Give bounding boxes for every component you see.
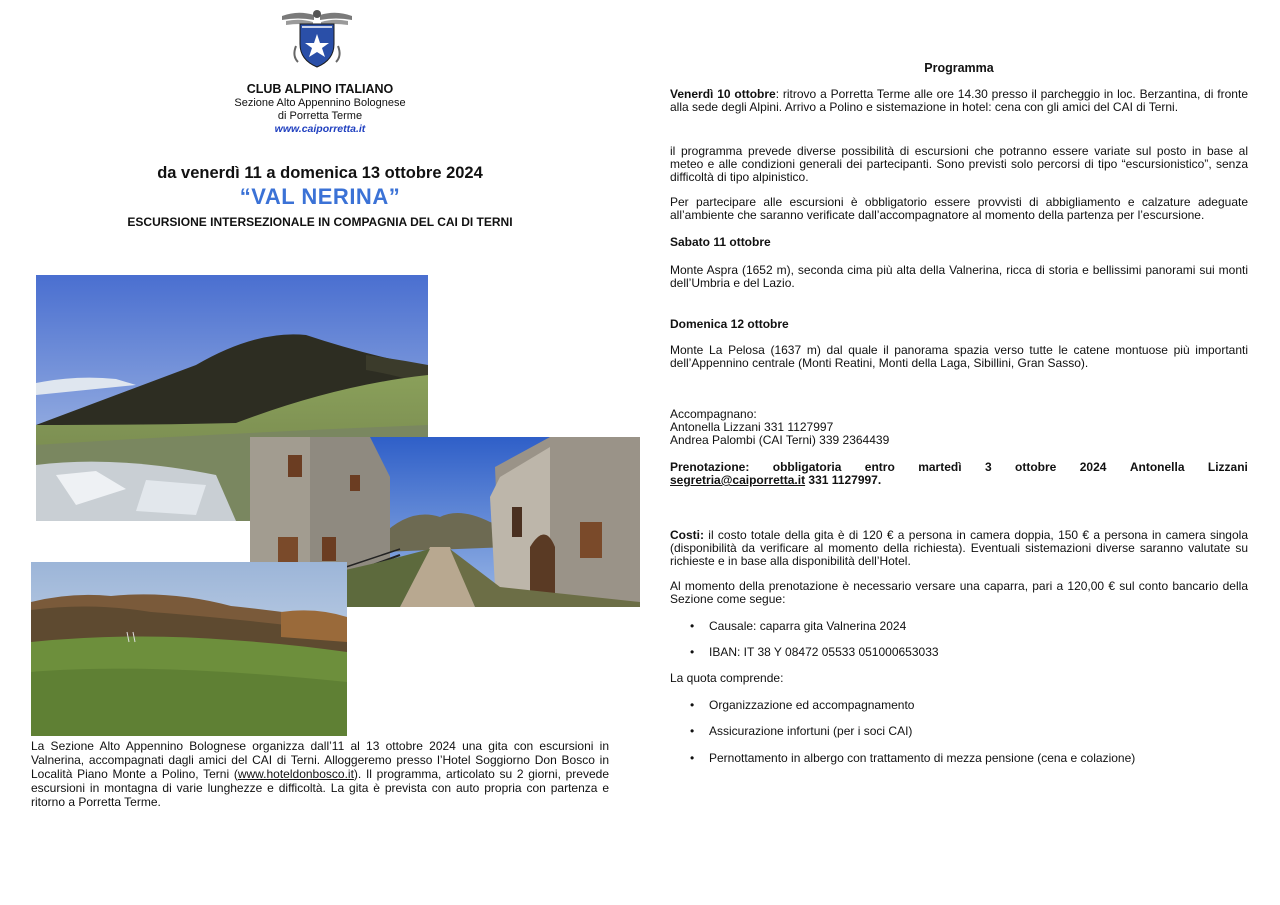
section-name: Sezione Alto Appennino Bolognese [234, 97, 406, 109]
booking-word: Lizzani [1207, 460, 1248, 474]
booking-email-link[interactable]: segretria@caiporretta.it [670, 473, 806, 487]
friday-text: : ritrovo a Porretta Terme alle ore 14.30 presso il parcheggio in loc. Berzantina, di fronte alla sede degli Alpini. Arrivo a Polino e sistemazione in hotel: cena con gli amici del CAI di Terni. [670, 87, 1248, 114]
list-item [690, 619, 906, 633]
variations-paragraph: il programma prevede diverse possibilità di escursioni che potranno essere variate sul posto in base al meteo e alle condizioni generali dei partecipanti. Sono previsti solo percorsi di tipo “escursionistico”, senza difficoltà di tipo alpinistico. [670, 144, 1248, 184]
booking-word: Antonella [1129, 460, 1185, 474]
booking-contact [670, 474, 1248, 487]
list-item [690, 724, 912, 738]
event-dates: da venerdì 11 a domenica 13 ottobre 2024 [157, 164, 483, 182]
booking-word: 3 [984, 460, 992, 474]
event-title: “VAL NERINA” [239, 184, 401, 209]
booking-word: entro [864, 460, 895, 474]
friday-paragraph [670, 88, 1248, 114]
intro-text-start: La Sezione Alto Appennino Bolognese organizza dall’11 al 13 ottobre 2024 una gita con escursioni in Valnerina, accompagnati dagli amici del CAI di Terni. Alloggeremo presso l’Hotel Soggiorno Don Bosco in Località Piano Monte a Polino, Terni ( [31, 739, 609, 781]
booking-word: 2024 [1079, 460, 1107, 474]
sunday-heading: Domenica 12 ottobre [670, 317, 789, 331]
iban-text: IBAN: IT 38 Y 08472 05533 051000653033 [709, 645, 939, 659]
quota-label: La quota comprende: [670, 671, 784, 685]
guide-2: Andrea Palombi (CAI Terni) 339 2364439 [670, 433, 890, 447]
guide-1: Antonella Lizzani 331 1127997 [670, 420, 834, 434]
sunday-text: Monte La Pelosa (1637 m) dal quale il panorama spazia verso tutte le catene montuose più importanti dell’Appennino centrale (Monti Reatini, Monti della Laga, Sibillini, Gran Sasso). [670, 343, 1248, 370]
guides-block [670, 408, 1248, 447]
quota-item: Pernottamento in albergo con trattamento di mezza pensione (cena e colazione) [709, 751, 1136, 765]
booking-paragraph [670, 461, 1248, 487]
org-name: CLUB ALPINO ITALIANO [246, 82, 394, 96]
list-item [690, 751, 1135, 765]
costs-paragraph [670, 529, 1248, 568]
bullet-icon: • [690, 724, 695, 738]
equipment-paragraph: Per partecipare alle escursioni è obbligatorio essere provvisti di abbigliamento e calzature adeguate all’ambiente che saranno verificate dall’accompagnatore al momento della partenza per l’escursione. [670, 195, 1248, 222]
event-subtitle: ESCURSIONE INTERSEZIONALE IN COMPAGNIA DEL CAI DI TERNI [127, 215, 513, 229]
costs-text: il costo totale della gita è di 120 € a persona in camera doppia, 150 € a persona in camera singola (disponibilità da verificare al momento della richiesta). Eventuali sistemazioni diverse saranno valutate su richieste e in base alla disponibilità dell’Hotel. [670, 528, 1248, 568]
booking-word: obbligatoria [772, 460, 842, 474]
photo-meadow [31, 562, 347, 736]
bullet-icon: • [690, 751, 695, 765]
saturday-heading: Sabato 11 ottobre [670, 235, 771, 249]
bullet-icon: • [690, 698, 695, 712]
website-link[interactable]: www.caiporretta.it [274, 123, 366, 135]
quota-item: Assicurazione infortuni (per i soci CAI) [709, 724, 913, 738]
costs-label: Costi: [670, 528, 704, 542]
causale-text: Causale: caparra gita Valnerina 2024 [709, 619, 907, 633]
bullet-icon: • [690, 645, 695, 659]
hotel-website-link[interactable]: www.hoteldonbosco.it [237, 767, 354, 781]
list-item [690, 645, 939, 659]
cai-eagle-logo [278, 6, 356, 70]
friday-label: Venerdì 10 ottobre [670, 87, 776, 101]
programma-heading: Programma [924, 61, 994, 75]
list-item [690, 698, 914, 712]
saturday-text: Monte Aspra (1652 m), seconda cima più alta della Valnerina, ricca di storia e bellissimi panorami sui monti dell’Umbria e del Lazio. [670, 263, 1248, 290]
intro-text-end: ). Il programma, articolato su 2 giorni, prevede escursioni in montagna di varie lunghezze e difficoltà. La gita è prevista con auto propria con partenza e ritorno a Porretta Terme. [31, 767, 609, 809]
bullet-icon: • [690, 619, 695, 633]
booking-word: ottobre [1015, 460, 1057, 474]
intro-paragraph [31, 739, 609, 809]
booking-phone: 331 1127997. [805, 473, 882, 487]
guides-label: Accompagnano: [670, 407, 757, 421]
booking-word: martedì [918, 460, 962, 474]
booking-word: Prenotazione: [670, 460, 750, 474]
quota-item: Organizzazione ed accompagnamento [709, 698, 915, 712]
deposit-paragraph: Al momento della prenotazione è necessario versare una caparra, pari a 120,00 € sul conto bancario della Sezione come segue: [670, 579, 1248, 606]
section-location: di Porretta Terme [277, 110, 363, 122]
